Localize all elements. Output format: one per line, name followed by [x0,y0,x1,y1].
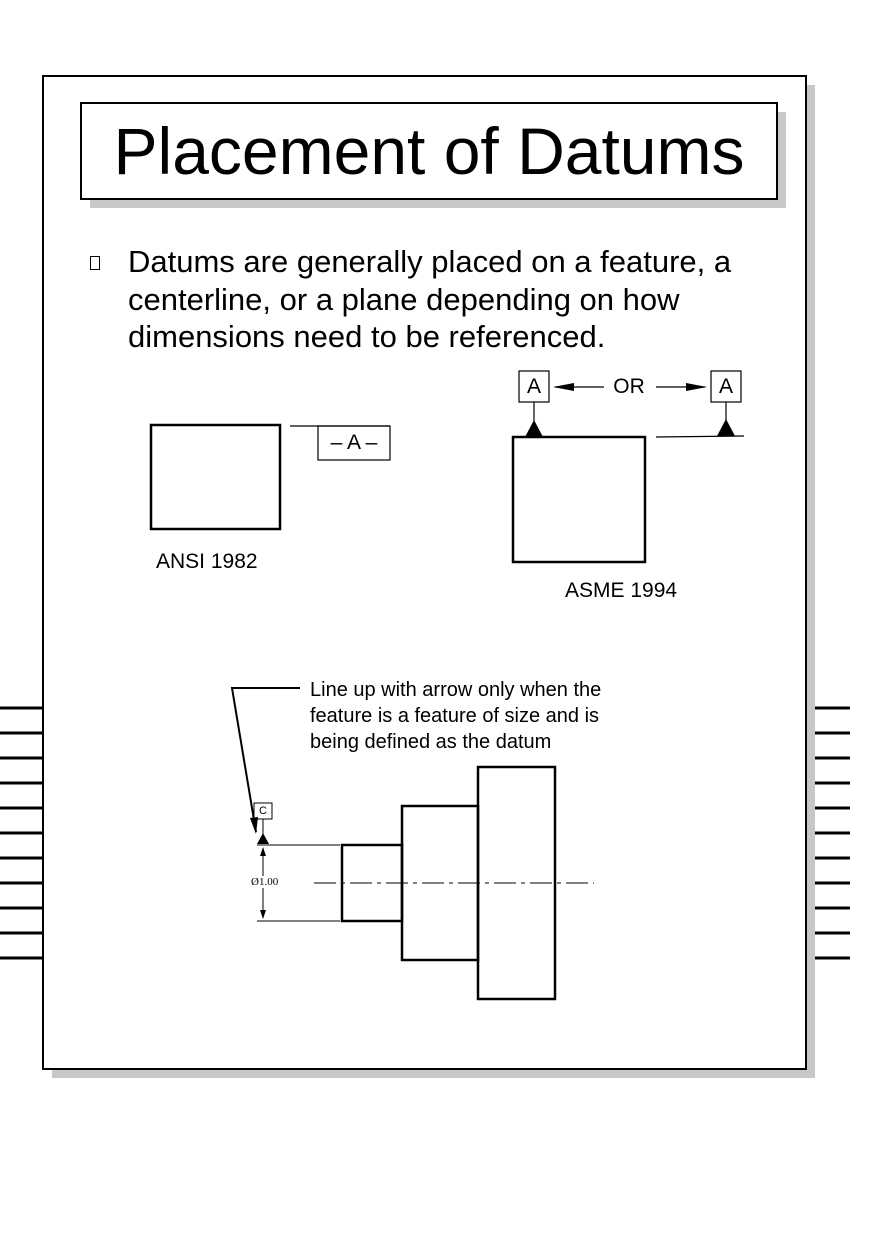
ansi-datum-label: – A – [330,431,378,454]
asme-datum-letter-right: A [718,375,733,398]
dim-arrow-top [260,847,266,856]
or-label: OR [613,375,645,398]
asme-extension-line [656,436,744,437]
datum-c-letter: C [259,805,267,817]
asme-caption: ASME 1994 [565,579,678,602]
datum-c-triangle [257,833,269,844]
page-title: Placement of Datums [113,114,745,188]
binder-tabs-left [0,708,42,958]
asme-datum-triangle-right [717,419,735,436]
asme-datum-letter-left: A [526,375,541,398]
diameter-dimension: Ø1.00 [251,876,279,888]
ansi-part [151,425,280,529]
or-arrow-right-head [686,383,707,391]
or-arrow-left-head [553,383,574,391]
bullet-text: Datums are generally placed on a feature, a centerline, or a plane depending on how dimensions need to be referenced. [128,244,732,354]
ansi-caption: ANSI 1982 [156,550,258,573]
asme-datum-triangle-left [525,420,543,437]
binder-tabs-right [815,708,850,958]
shaft-note: Line up with arrow only when the feature is a feature of size and is being defined as the datum [310,679,602,753]
asme-part [513,437,645,562]
dim-arrow-bottom [260,910,266,919]
